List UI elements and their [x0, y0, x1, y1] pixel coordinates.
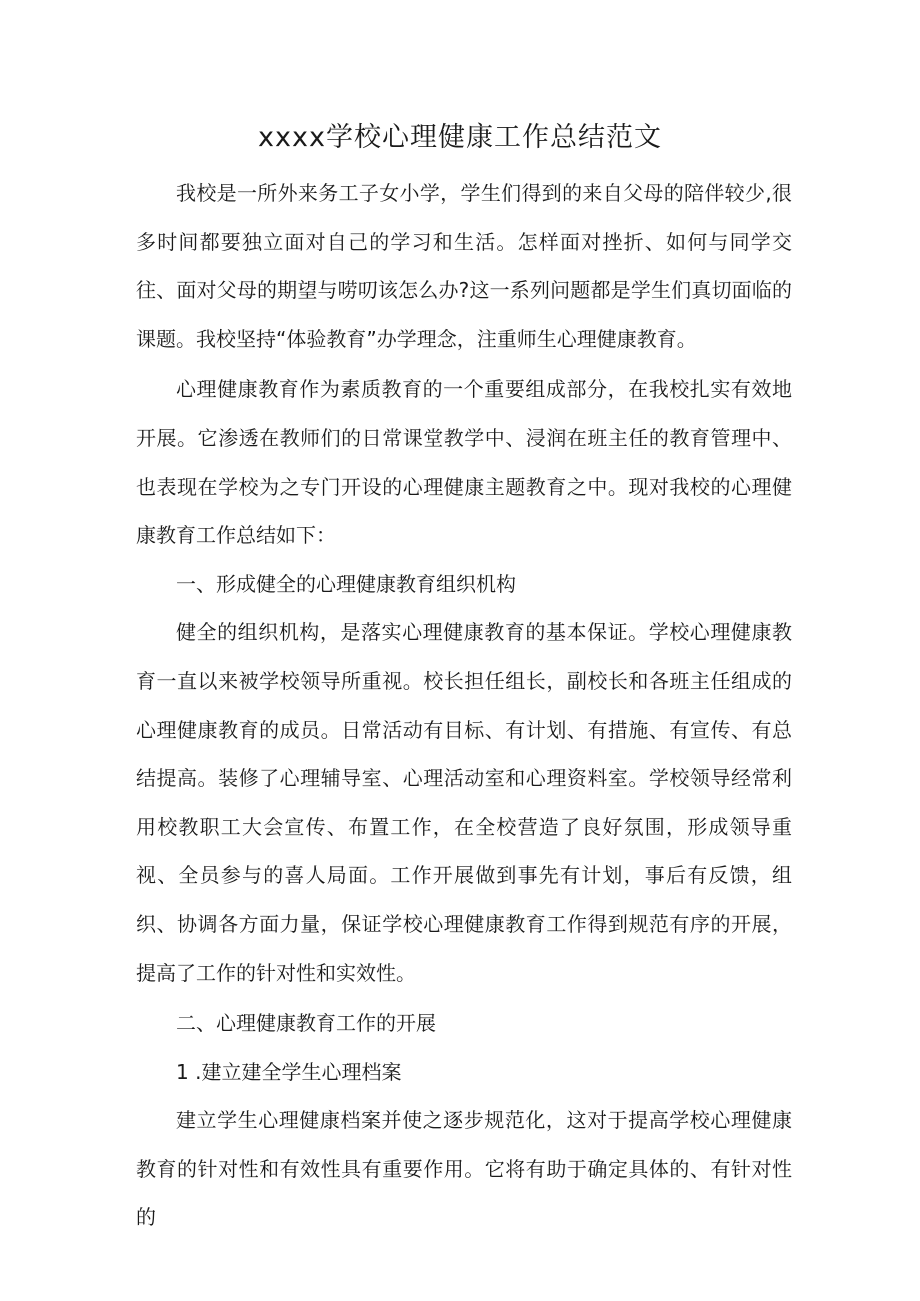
section-heading-1: 一、形成健全的心理健康教育组织机构: [176, 571, 516, 596]
document-body: [136, 169, 792, 1242]
subsection-heading-1: 1 .建立建全学生心理档案: [176, 1059, 402, 1084]
paragraph-intro: 我校是一所外来务工子女小学，学生们得到的来自父母的陪伴较少,很多时间都要独立面对自己的学习和生活。怎样面对挫折、如何与同学交往、面对父母的期望与唠叨该怎么办?这一系列问题都是学生们真切面临的课题。我校坚持“体验教育”办学理念，注重师生心理健康教育。: [136, 181, 792, 351]
paragraph-archives: 建立学生心理健康档案并使之逐步规范化，这对于提高学校心理健康教育的针对性和有效性具有重要作用。它将有助于确定具体的、有针对性的: [136, 1108, 792, 1230]
paragraph-overview: 心理健康教育作为素质教育的一个重要组成部分，在我校扎实有效地开展。它渗透在教师们的日常课堂教学中、浸润在班主任的教育管理中、也表现在学校为之专门开设的心理健康主题教育之中。现对我校的心理健康教育工作总结如下：: [136, 377, 792, 548]
document-title: xxxx学校心理健康工作总结范文: [258, 122, 662, 153]
paragraph-organization: 健全的组织机构，是落实心理健康教育的基本保证。学校心理健康教育一直以来被学校领导所重视。校长担任组长，副校长和各班主任组成的心理健康教育的成员。日常活动有目标、有计划、有措施、有宣传、有总结提高。装修了心理辅导室、心理活动室和心理资料室。学校领导经常利用校教职工大会宣传、布置工作，在全校营造了良好氛围，形成领导重视、全员参与的喜人局面。工作开展做到事先有计划，事后有反馈，组织、协调各方面力量，保证学校心理健康教育工作得到规范有序的开展，提高了工作的针对性和实效性。: [136, 620, 792, 985]
section-heading-2: 二、心理健康教育工作的开展: [176, 1011, 436, 1036]
